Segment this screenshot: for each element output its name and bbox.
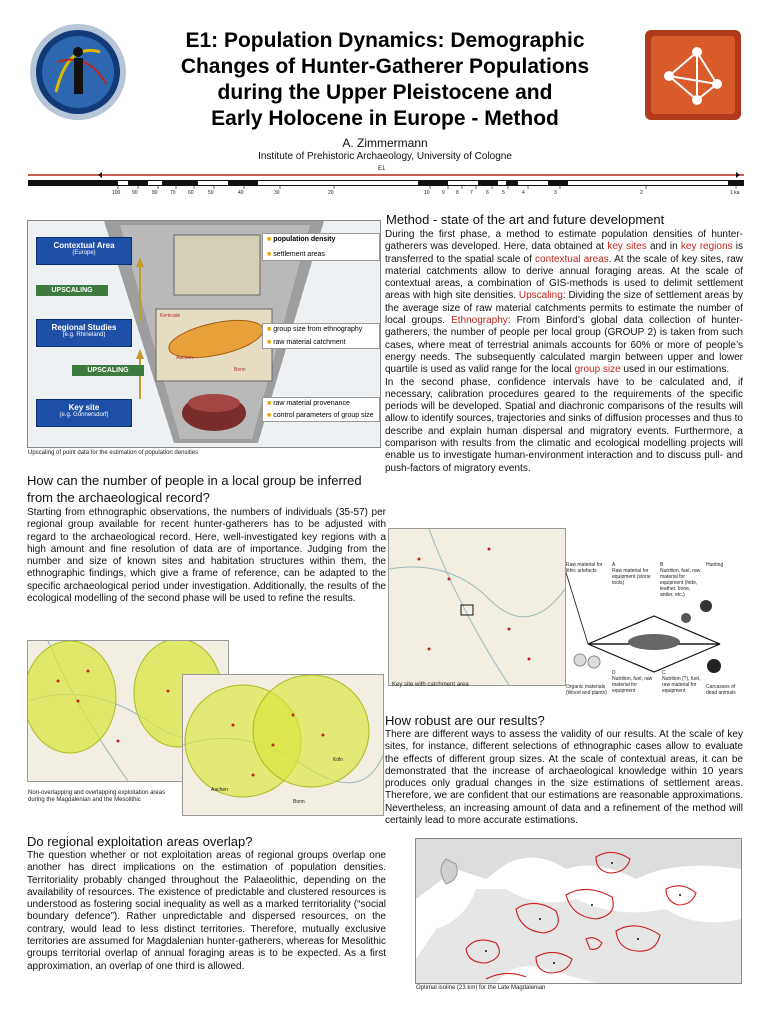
term-ethnography: Ethnography [451, 315, 508, 327]
town-bonn: Bonn [293, 799, 305, 805]
text-method: During the first phase, a method to estimate population densities of hunter-gatherers was developed. Here, data obtained at key sites and in key regions is transferred to the spatial scale of contextual areas. At the scale of key sites, raw material catchments allow to derive annual foraging areas. At the scale of contextual areas, a combination of GIS-methods is used to delimit settlement areas with high site densities. Upscaling: Dividing the size of settlement areas by the average size of raw material catchments permits to estimate the number of local groups. Ethnography: From Binford’s global data collection of hunter-gatherers, the number of people per local group (GROUP 2) is taken from such cases, where meat of terrestrial animals accounts for 60% or more of people’s energy needs. The subsequently calculated margin between upper and lower quartile is used as valid range for the local group size used in our estimations. In the second phase, confidence intervals have to be calculated and, if necessary, calibration procedures geared to the requirements of the specific periods will be developed. Spatial and diachronic comparisons of the results will allow to identify sources, trajectories and sinks of diffusion processes and thus to describe and explain human dispersal and migratory events. Furthermore, a comparison with results from the climatic and ecological modelling projects will enable us to investigate human-environment interaction and to discuss pull- and push-factors of migratory events. [385, 229, 744, 474]
upscaling-label-2: UPSCALING [72, 365, 144, 376]
raw-lithic-label: Raw material for lithic artefacts [566, 562, 603, 574]
heading-method: Method - state of the art and future development [386, 212, 665, 227]
level-title: Contextual Area [53, 241, 115, 250]
author: A. Zimmermann [342, 136, 428, 150]
scheme-d-text: Nutrition, fuel, raw material for equipment [612, 676, 653, 694]
text-how-can: Starting from ethnographic observations, the numbers of individuals (35-57) per regional group available for recent hunter-gatherers has to be adjusted with regard to the archaeological record. Here, well-investigated key regions with a high amount and fine resolution of data are of importance. Judging from the number and size of known sites and habitation structures within them, the ethnographic findings, which give a frame of reference, can be adapted to the specific archaeological period under investigation. Additionally, the results of the ecological modelling of the second phase will be used to refine the results. [27, 507, 386, 605]
institute: Institute of Prehistoric Archaeology, University of Cologne [258, 151, 512, 162]
timeline-tick-label: 1 ka [730, 190, 740, 196]
town-aachen: Aachen [211, 787, 228, 793]
timeline-tick-label: 50 [208, 190, 214, 196]
organic-label: Organic materials (Wood and plants) [566, 684, 607, 696]
timeline-tick-label: 100 [112, 190, 121, 196]
europe-map-caption: Optimal isoline (23 km) for the Late Magdalenian [416, 985, 546, 991]
term-key-sites: key sites [607, 241, 647, 253]
timeline-tick-label: 90 [132, 190, 138, 196]
box-regional: ■ group size from ethnography ■ raw material catchment [262, 323, 380, 349]
timeline-tick-label: 4 [522, 190, 525, 196]
timeline-tick-label: 2 [640, 190, 643, 196]
map-label-aachen: Aachen [176, 355, 193, 361]
timeline-tick-label: 3 [554, 190, 557, 196]
level-contextual-area [36, 237, 132, 265]
upscaling-diagram [27, 220, 381, 448]
term-contextual-areas: contextual areas [535, 253, 609, 265]
map-label-bonn: Bonn [234, 367, 246, 373]
box-contextual: ■ population density ■ settlement areas [262, 233, 380, 261]
timeline-tick-label: 7 [470, 190, 473, 196]
level-sub: (Europe) [72, 250, 96, 256]
overlap-caption: Non-overlapping and overlapping exploitation areas during the Magdalenian and the Mesolithic [28, 790, 166, 803]
timeline-tick-label: 8 [456, 190, 459, 196]
text-robust: There are different ways to assess the validity of our results. At the scale of key sites, for instance, different selections of ethnographic cases allow to evaluate the effects of different group sizes. At the scale of contextual areas, it can be demonstrated that the increase of archaeological knowledge within 10 years produces only gradual changes in the size estimations of settlement areas. Therefore, we are confident that our estimations are reasonable approximations. Nevertheless, an increasing amount of data and a refinement of the method will certainly lead to more accurate estimations. [385, 729, 743, 827]
timeline-tick-label: 80 [152, 190, 158, 196]
level-key-site [36, 399, 132, 427]
text-overlap: The question whether or not exploitation areas of regional groups overlap one another has direct implications on the estimation of population densities. Territoriality probably changed throughout the Palaeolithic, depending on the availability of resources. The existence of predictable and clustered resources is understood as fostering social inequality as well as a marked territoriality (“social boundary defence”). Rather unpredictable and dispersed resources, on the contrary, would lead to less distinct territories. Therefore, mutually exclusive territories are assumed for Magdalenian hunter-gatherers, whereas for Mesolithic groups territorial overlap of annual foraging areas is to be expected. As a first approximation, an overlap of one third is allowed. [27, 850, 386, 972]
upscaling-label-1: UPSCALING [36, 285, 108, 296]
timeline-tick-label: 10 [424, 190, 430, 196]
heading-how-can: How can the number of people in a local group be inferred from the archaeological record? [27, 473, 362, 505]
level-title: Key site [68, 403, 100, 412]
diagram-caption: Upscaling of point data for the estimation of population densities [28, 450, 199, 456]
level-regional-studies [36, 319, 132, 347]
carcasses-label: Carcasses of dead animals [706, 684, 736, 696]
scheme-b-label: B [660, 562, 664, 568]
scheme-b-text: Nutrition, fuel, raw material for equipment (hide, leather, bone, antler, etc.) [660, 568, 701, 598]
catchment-scheme [566, 562, 742, 702]
level-sub: (e.g. Rhineland) [62, 332, 106, 338]
timeline-tick-label: 6 [486, 190, 489, 196]
map-overlapping [182, 674, 384, 816]
text-method-p2: In the second phase, confidence intervals have to be calculated and, if necessary, calibration procedures geared to the requirements of the specific periods will be developed. Spatial and diachronic comparisons of the results will allow to identify sources, trajectories and sinks of diffusion processes and thus to describe and explain human dispersal and migratory events. Furthermore, a comparison with results from the climatic and ecological modelling projects will enable us to investigate human-environment interaction and to discuss pull- and push-factors of migratory events. [385, 376, 743, 474]
box-key-site: ■ raw material provenance ■ control parameters of group size [262, 397, 380, 422]
heading-robust: How robust are our results? [385, 713, 545, 728]
timeline-tick-label: 20 [328, 190, 334, 196]
catchment-caption: Key site with catchment area [392, 682, 469, 688]
timeline-tick-label: 40 [238, 190, 244, 196]
town-koeln: Köln [333, 757, 344, 763]
left-logo [28, 22, 128, 122]
europe-isoline-map [415, 838, 742, 984]
heading-overlap: Do regional exploitation areas overlap? [27, 834, 253, 849]
timeline-tick-label: 60 [188, 190, 194, 196]
timeline-tick-label: 5 [502, 190, 505, 196]
term-key-regions: key regions [680, 241, 733, 253]
timeline-tick-label: 70 [170, 190, 176, 196]
timeline-label: E1 [378, 166, 386, 172]
scheme-a-text: Raw material for equipment (stone tools) [612, 568, 651, 586]
scheme-c-text: Nutrition (?), fuel, raw material for equipment [662, 676, 701, 694]
scheme-d-label: D [612, 670, 616, 676]
right-logo [645, 30, 741, 120]
map-label-kerkrade: Kerkrade [160, 313, 181, 319]
timeline-tick-label: 9 [442, 190, 445, 196]
level-title: Regional Studies [51, 323, 117, 332]
scheme-a-label: A [612, 562, 616, 568]
timeline-tick-labels [28, 190, 744, 200]
scheme-c-label: C [662, 670, 666, 676]
term-group-size: group size [574, 364, 621, 376]
term-upscaling: Upscaling [518, 290, 563, 302]
timeline-tick-label: 30 [274, 190, 280, 196]
hunting-label: Hunting [706, 562, 724, 568]
level-sub: (e.g. Gönnersdorf) [59, 412, 109, 418]
map-key-site-catchment [388, 528, 566, 686]
poster-title: E1: Population Dynamics: Demographic Changes of Hunter-Gatherer Populations during the Upper Pleistocene and Early Holocene in Europe - Method [180, 29, 590, 130]
